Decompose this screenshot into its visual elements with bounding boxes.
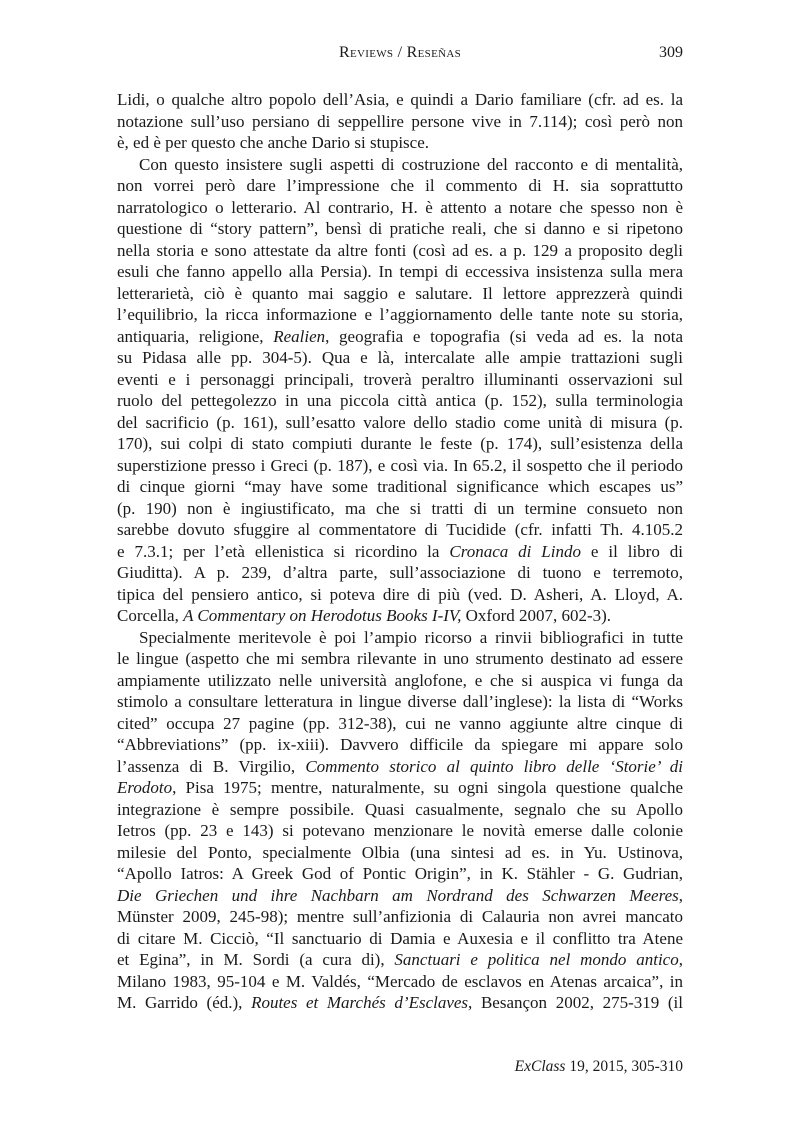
text-segment: “Abbreviations” (pp. ix-xiii). Davvero difficile da spiegare mi appare solo [117, 735, 683, 754]
text-line [117, 670, 683, 692]
text-segment: del sacrificio (p. 161), sull’esatto valore dello stadio come unità di misura (p. [117, 412, 683, 432]
text-segment: tipica del pensiero antico, si poteva dire di più (ved. D. Asheri, A. Lloyd, A. [117, 584, 683, 604]
text-line [117, 906, 683, 928]
text-segment: l’equilibrio, la ricca informazione e l’aggiornamento delle tante note su storia, [117, 305, 683, 324]
text-line [117, 476, 683, 498]
text-segment: Giuditta). A p. 239, d’altra parte, sull’associazione di tuono e terremoto, [117, 563, 683, 582]
text-segment: nella storia e sono attestate da altre fonti (così ad es. a p. 129 a proposito degli [117, 240, 683, 260]
text-segment: Ietros (pp. 23 e 143) si potevano menzionare le novità emerse dalle colonie [117, 821, 683, 840]
text-segment: cited” occupa 27 pagine (pp. 312-38), cui ne vanno aggiunte altre cinque di [117, 713, 683, 733]
italic-title: A Commentary on Herodotus Books I-IV, [183, 606, 462, 625]
text-segment: Milano 1983, 95-104 e M. Valdés, “Mercado de esclavos en Atenas arcaica”, in [117, 971, 683, 991]
text-segment: esuli che fanno appello alla Persia). In tempi di eccessiva insistenza sulla mera [117, 262, 683, 281]
text-line [117, 756, 683, 778]
text-segment: 170), sui colpi di stato compiuti durante le feste (p. 174), sull’esistenza della [117, 434, 683, 453]
text-line [117, 992, 683, 1014]
italic-title: Routes et Marchés d’Esclaves [251, 993, 469, 1012]
text-line [117, 971, 683, 993]
text-segment: di citare M. Cicciò, “Il sanctuario di Damia e Auxesia e il conflitto tra Atene [117, 928, 683, 948]
text-segment: Specialmente meritevole è poi l’ampio ricorso a rinvii bibliografici in tutte [139, 627, 683, 647]
text-line [117, 283, 683, 305]
text-segment: Corcella, [117, 606, 184, 625]
italic-title: Erodoto [117, 778, 173, 797]
text-segment: , geografia e topografia (si veda ad es. la nota [325, 326, 684, 346]
text-line [117, 111, 683, 133]
italic-title: Die Griechen und ihre Nachbarn am Nordrand des Schwarzen Meeres [117, 885, 679, 905]
text-line [117, 175, 683, 197]
text-line [117, 713, 683, 735]
text-line [117, 240, 683, 262]
text-line [117, 390, 683, 412]
text-segment: , [678, 885, 683, 905]
text-line [117, 820, 683, 842]
text-line [117, 89, 683, 111]
text-segment: Oxford 2007, 602-3). [461, 606, 612, 625]
text-line [117, 777, 683, 799]
text-segment: notazione sull’uso persiano di seppellire persone vive in 7.114); così però non [117, 111, 683, 131]
text-line [117, 218, 683, 240]
text-line [117, 304, 683, 326]
text-line [117, 584, 683, 606]
text-line [117, 885, 683, 907]
text-segment: Lidi, o qualche altro popolo dell’Asia, e quindi a Dario familiare (cfr. ad es. la [117, 90, 683, 109]
text-segment: di cinque giorni “may have some traditional significance which escapes us” [117, 477, 683, 496]
text-segment: stimolo a consultare letteratura in lingue diverse dall’inglese): la lista di “Works [117, 692, 683, 711]
text-line [117, 842, 683, 864]
text-segment: , Pisa 1975; mentre, naturalmente, su ogni singola questione qualche [172, 778, 683, 797]
text-segment: et Egina”, in M. Sordi (a cura di), [117, 950, 395, 969]
text-line [117, 347, 683, 369]
text-segment: M. Garrido (éd.), [117, 993, 252, 1012]
text-line [117, 498, 683, 520]
body-text [117, 89, 683, 1014]
text-segment: letterarietà, ciò è quanto mai saggio e salutare. Il lettore apprezzerà quindi [117, 283, 683, 303]
text-line [117, 433, 683, 455]
text-segment: è, ed è per questo che anche Dario si stupisce. [117, 133, 430, 152]
text-segment: l’assenza di B. Virgilio, [117, 756, 306, 776]
text-line [117, 734, 683, 756]
text-segment: sarebbe dovuto sfuggire al commentatore di Tucidide (cfr. infatti Th. 4.105.2 [117, 520, 683, 539]
text-line [117, 132, 683, 154]
text-line [117, 799, 683, 821]
italic-title: Cronaca di Lindo [449, 541, 581, 561]
text-line [117, 949, 683, 971]
journal-volume-pages: 19, 2015, 305-310 [565, 1058, 683, 1075]
text-line [117, 562, 683, 584]
text-line [117, 519, 683, 541]
text-line [117, 627, 683, 649]
text-segment: narratologico o letterario. Al contrario, H. è attento a notare che spesso non è [117, 197, 683, 217]
text-segment: le lingue (aspetto che mi sembra rilevante in uno strumento destinato ad essere [117, 649, 683, 668]
text-segment: antiquaria, religione, [117, 326, 274, 346]
text-segment: milesie del Ponto, specialmente Olbia (una sintesi ad es. in Yu. Ustinova, [117, 842, 683, 862]
text-segment: su Pidasa alle pp. 304-5). Qua e là, intercalate alle ampie trattazioni sugli [117, 348, 683, 367]
text-segment: , [678, 950, 683, 969]
journal-citation [515, 1058, 683, 1076]
text-line [117, 326, 683, 348]
text-segment: e il libro di [580, 541, 683, 561]
text-line [117, 691, 683, 713]
text-line [117, 648, 683, 670]
running-title: Reviews / Reseñas [339, 44, 461, 61]
text-line [117, 605, 683, 627]
text-segment: Münster 2009, 245-98); mentre sull’anfizionia di Calauria non avrei mancato [117, 907, 683, 926]
text-segment: e 7.3.1; per l’età ellenistica si ricordino la [117, 541, 450, 561]
text-segment: superstizione presso i Greci (p. 187), e così via. In 65.2, il sospetto che il periodo [117, 455, 683, 475]
text-segment: integrazione è sempre possibile. Quasi casualmente, segnalo che su Apollo [117, 799, 683, 819]
text-segment: (p. 190) non è ingiustificato, ma che si tratti di un termine consueto non [117, 498, 683, 518]
text-segment: , Besançon 2002, 275-319 (il [468, 993, 684, 1012]
text-segment: questione di “story pattern”, bensì di pratiche reali, che si danno e si ripetono [117, 219, 683, 238]
journal-name: ExClass [514, 1058, 566, 1075]
text-segment: eventi e i personaggi principali, troverà peraltro illuminanti osservazioni sul [117, 369, 683, 389]
text-line [117, 197, 683, 219]
text-segment: ruolo del pettegolezzo in una piccola città antica (p. 152), sulla terminologia [117, 391, 683, 410]
italic-title: Commento storico al quinto libro delle ‘Storie’ di [305, 756, 683, 776]
running-header [117, 44, 683, 66]
italic-title: Sanctuari e politica nel mondo antico [394, 950, 679, 969]
text-line [117, 261, 683, 283]
text-segment: non vorrei però dare l’impressione che il commento di H. sia soprattutto [117, 176, 683, 195]
text-segment: Con questo insistere sugli aspetti di costruzione del racconto e di mentalità, [139, 154, 683, 174]
page-number: 309 [659, 44, 683, 61]
text-line [117, 369, 683, 391]
text-segment: ampiamente utilizzato nelle università anglofone, e che si auspica vi funga da [117, 670, 683, 690]
text-segment: “Apollo Iatros: A Greek God of Pontic Origin”, in K. Stähler - G. Gudrian, [117, 864, 683, 883]
text-line [117, 928, 683, 950]
text-line [117, 541, 683, 563]
text-line [117, 863, 683, 885]
text-line [117, 455, 683, 477]
italic-title: Realien [273, 326, 326, 346]
text-line [117, 154, 683, 176]
text-line [117, 412, 683, 434]
